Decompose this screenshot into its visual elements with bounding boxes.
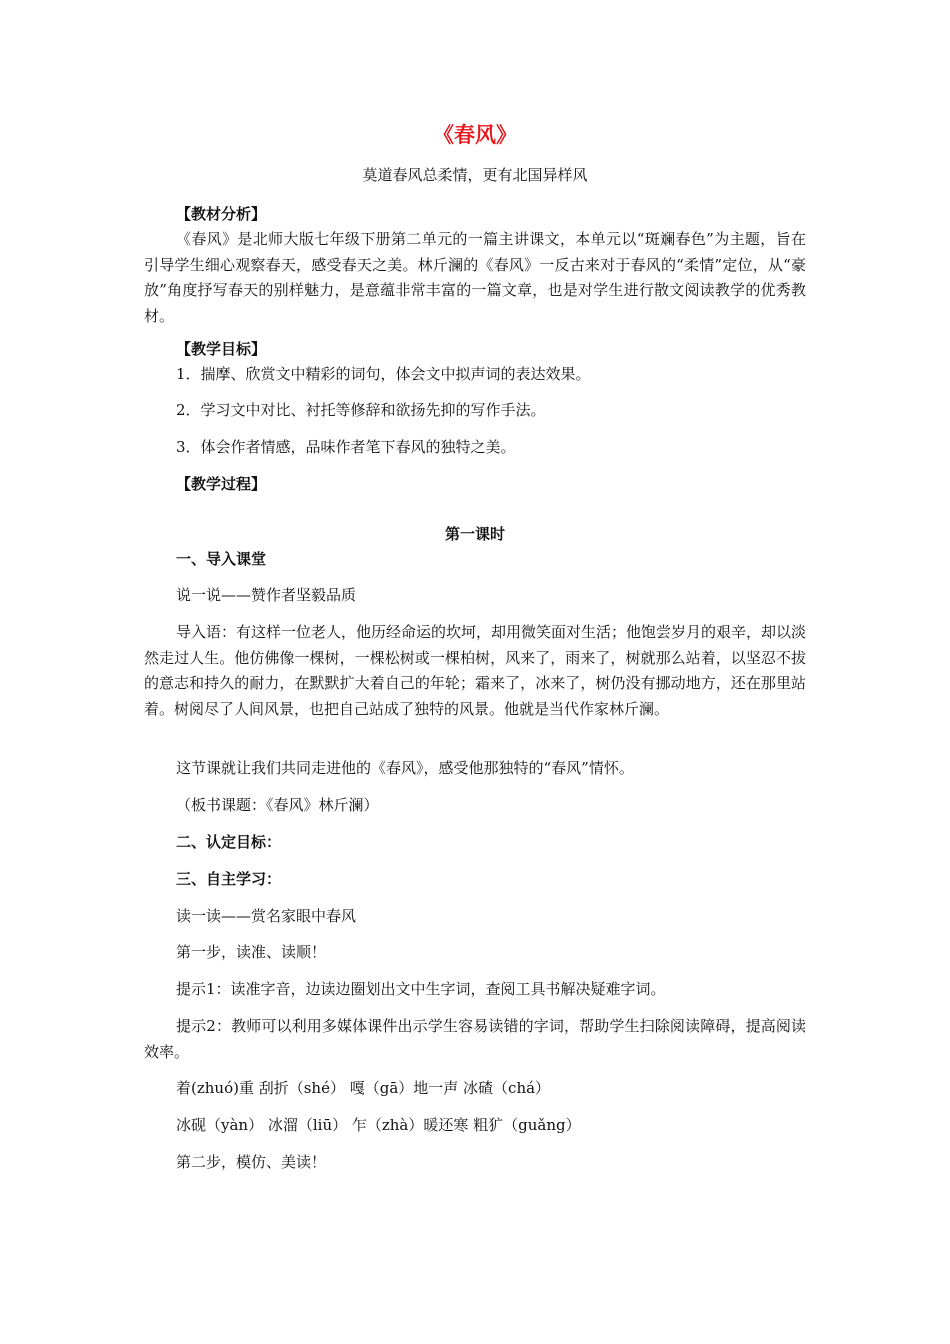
document-subtitle: 莫道春风总柔情，更有北国异样风 [362,166,588,184]
board-line: （板书课题：《春风》林斤澜） [176,796,379,814]
words-line-1: 着(zhuó)重 刮折（shé） 嘎（gā）地一声 冰碴（chá） [176,1079,551,1097]
step1-line: 第一步，读准、读顺！ [176,943,327,961]
goals-heading: 【教学目标】 [176,340,267,358]
intro-paragraph: 导入语：有这样一位老人，他历经命运的坎坷，却用微笑面对生活；他饱尝岁月的艰辛，却以淡然走过人生。他仿佛像一棵树，一棵松树或一棵柏树，风来了，雨来了，树就那么站着，以坚忍不拔的意志和持久的耐力，在默默扩大着自己的年轮；霜来了，冰来了，树仍没有挪动地方，还在那里站着。树阅尽了人间风景，也把自己站成了独特的风景。他就是当代作家林斤澜。 [144,623,807,718]
say-line: 说一说——赞作者坚毅品质 [176,586,357,604]
read-line: 读一读——赏名家眼中春风 [176,907,357,925]
tip1-line: 提示1：读准字音，边读边圈划出文中生字词，查阅工具书解决疑难字词。 [176,980,666,998]
analysis-heading: 【教材分析】 [176,205,267,223]
process-heading: 【教学过程】 [176,475,267,493]
goal-item: 3．体会作者情感，品味作者笔下春风的独特之美。 [176,438,516,456]
analysis-paragraph: 《春风》是北师大版七年级下册第二单元的一篇主讲课文，本单元以“斑斓春色”为主题，旨在引导学生细心观察春天，感受春天之美。林斤澜的《春风》一反古来对于春风的“柔情”定位，从“豪放”角度抒写春天的别样魅力，是意蕴非常丰富的一篇文章，也是对学生进行散文阅读教学的优秀教材。 [144,230,806,325]
part3-heading: 三、自主学习： [176,870,282,888]
part2-heading: 二、认定目标： [176,833,282,851]
tip2-paragraph: 提示2：教师可以利用多媒体课件出示学生容易读错的字词，帮助学生扫除阅读障碍，提高阅读效率。 [144,1017,806,1061]
lead-line: 这节课就让我们共同走进他的《春风》，感受他那独特的“春风”情怀。 [176,759,634,777]
words-line-2: 冰砚（yàn） 冰溜（liū） 乍（zhà）暖还寒 粗犷（guǎng） [176,1116,581,1134]
step2-line: 第二步，模仿、美读！ [176,1153,327,1171]
goal-item: 2．学习文中对比、衬托等修辞和欲扬先抑的写作手法。 [176,401,546,419]
document-title: 《春风》 [433,123,517,147]
lesson-title: 第一课时 [444,525,505,543]
part1-heading: 一、导入课堂 [176,550,267,568]
goal-item: 1．揣摩、欣赏文中精彩的词句，体会文中拟声词的表达效果。 [176,365,591,383]
